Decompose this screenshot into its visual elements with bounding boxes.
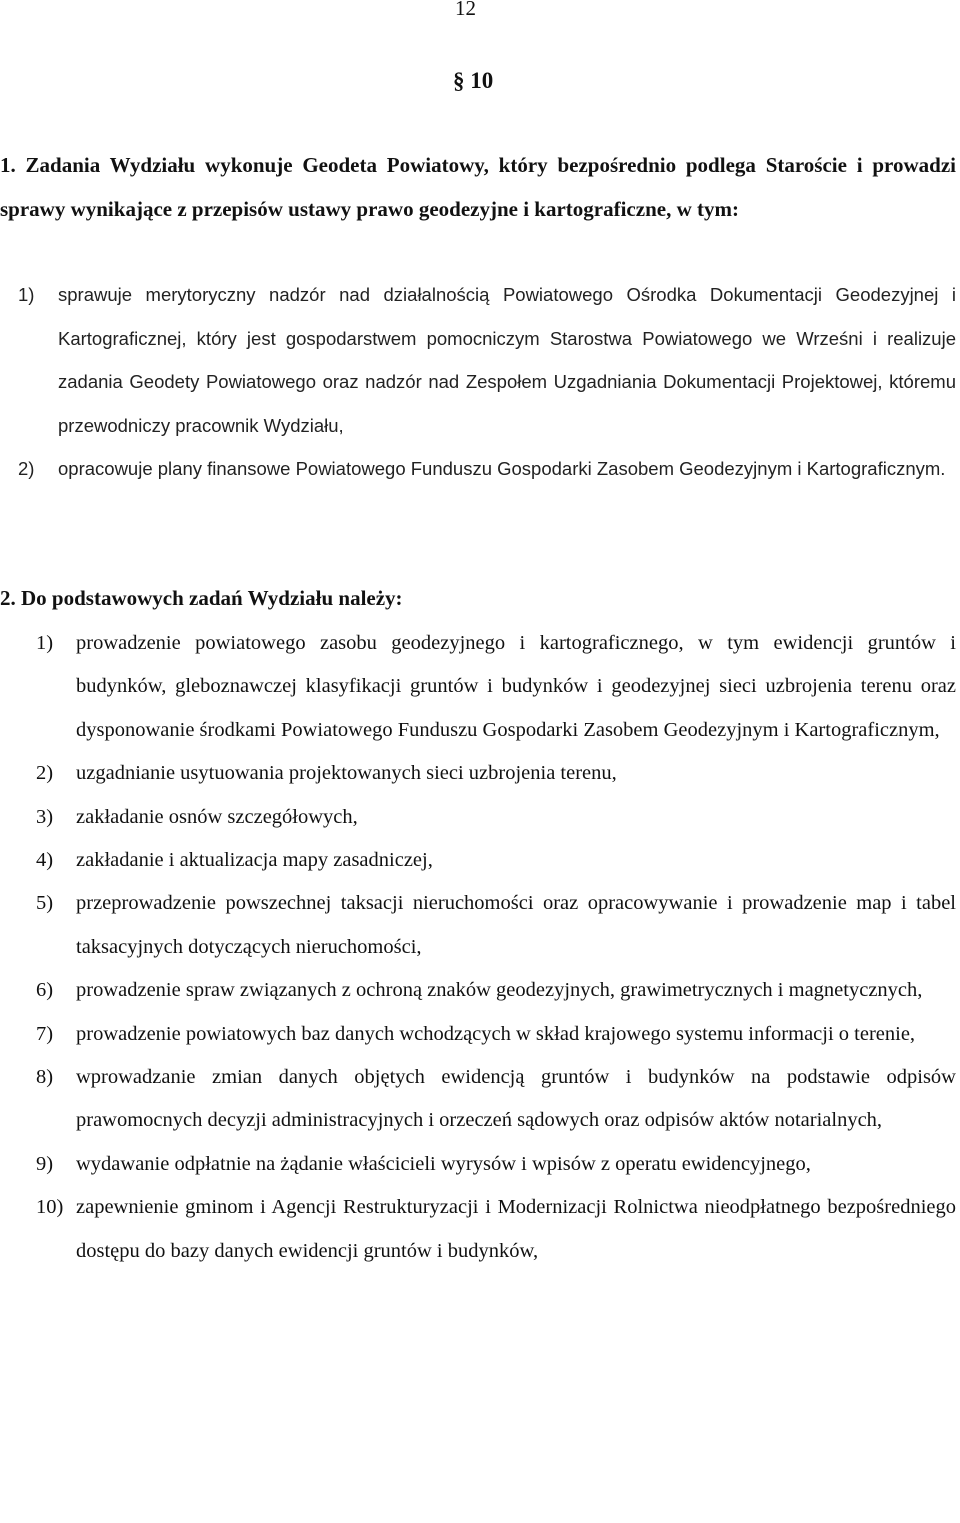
item-number: 10) (36, 1196, 64, 1219)
list-item (36, 1013, 956, 1056)
page-number: 12 (455, 0, 476, 20)
item-number: 2) (36, 762, 54, 785)
item-text: prowadzenie powiatowego zasobu geodezyjnego i kartograficznego, w tym ewidencji gruntów i budynków, gleboznawczej klasyfikacji gruntów i budynków i geodezyjnej sieci uzbrojenia terenu oraz dysponowanie środkami Powiatowego Funduszu Gospodarki Zasobem Geodezyjnym i Kartograficznym, (76, 632, 956, 741)
item-text: wprowadzanie zmian danych objętych ewidencją gruntów i budynków na podstawie odpisów prawomocnych decyzji administracyjnych i orzeczeń sądowych oraz odpisów aktów notarialnych, (76, 1066, 956, 1132)
item-text: sprawuje merytoryczny nadzór nad działalnością Powiatowego Ośrodka Dokumentacji Geodezyjnej i Kartograficznej, który jest gospodarstwem pomocniczym Starostwa Powiatowego we Wrześni i realizuje zadania Geodety Powiatowego oraz nadzór nad Zespołem Uzgadniania Dokumentacji Projektowej, któremu przewodniczy pracownik Wydziału, (58, 284, 956, 436)
paragraph-1-intro: 1. Zadania Wydziału wykonuje Geodeta Powiatowy, który bezpośrednio podlega Staroście i prowadzi sprawy wynikające z przepisów ustawy prawo geodezyjne i kartograficzne, w tym: (0, 153, 956, 221)
list-item (36, 969, 956, 1012)
item-text: opracowuje plany finansowe Powiatowego Funduszu Gospodarki Zasobem Geodezyjnym i Kartograficznym. (58, 458, 946, 480)
list-item (36, 839, 956, 882)
item-number: 4) (36, 849, 54, 872)
item-number: 2) (18, 458, 35, 480)
item-number: 1) (18, 284, 35, 305)
item-text: zakładanie i aktualizacja mapy zasadniczej, (76, 849, 433, 872)
list-item (36, 1186, 956, 1273)
item-text: zakładanie osnów szczegółowych, (76, 805, 358, 828)
item-number: 1) (36, 632, 54, 654)
list-item (36, 622, 956, 752)
item-text: wydawanie odpłatnie na żądanie właścicieli wyrysów i wpisów z operatu ewidencyjnego, (76, 1152, 811, 1175)
item-number: 8) (36, 1066, 54, 1089)
list-item (36, 752, 956, 795)
item-text: prowadzenie powiatowych baz danych wchodzących w skład krajowego systemu informacji o terenie, (76, 1022, 916, 1045)
list-item (18, 447, 956, 491)
list-item (18, 273, 956, 447)
item-number: 9) (36, 1152, 54, 1175)
list-item (36, 796, 956, 839)
section-heading: § 10 (453, 68, 494, 93)
paragraph-2-heading: 2. Do podstawowych zadań Wydziału należy: (0, 586, 403, 610)
list-item (36, 1143, 956, 1186)
list-item (36, 882, 956, 969)
item-number: 3) (36, 805, 54, 828)
list-item (36, 1056, 956, 1143)
item-text: uzgadnianie usytuowania projektowanych sieci uzbrojenia terenu, (76, 762, 617, 785)
paragraph-1-list (18, 273, 956, 491)
item-number: 7) (36, 1022, 54, 1045)
item-number: 5) (36, 892, 54, 915)
item-number: 6) (36, 979, 54, 1002)
item-text: zapewnienie gminom i Agencji Restrukturyzacji i Modernizacji Rolnictwa nieodpłatnego bezpośredniego dostępu do bazy danych ewidencji gruntów i budynków, (76, 1196, 956, 1262)
item-text: prowadzenie spraw związanych z ochroną znaków geodezyjnych, grawimetrycznych i magnetycznych, (76, 979, 923, 1002)
item-text: przeprowadzenie powszechnej taksacji nieruchomości oraz opracowywanie i prowadzenie map i tabel taksacyjnych dotyczących nieruchomości, (76, 892, 956, 958)
paragraph-2-list (36, 622, 956, 1273)
